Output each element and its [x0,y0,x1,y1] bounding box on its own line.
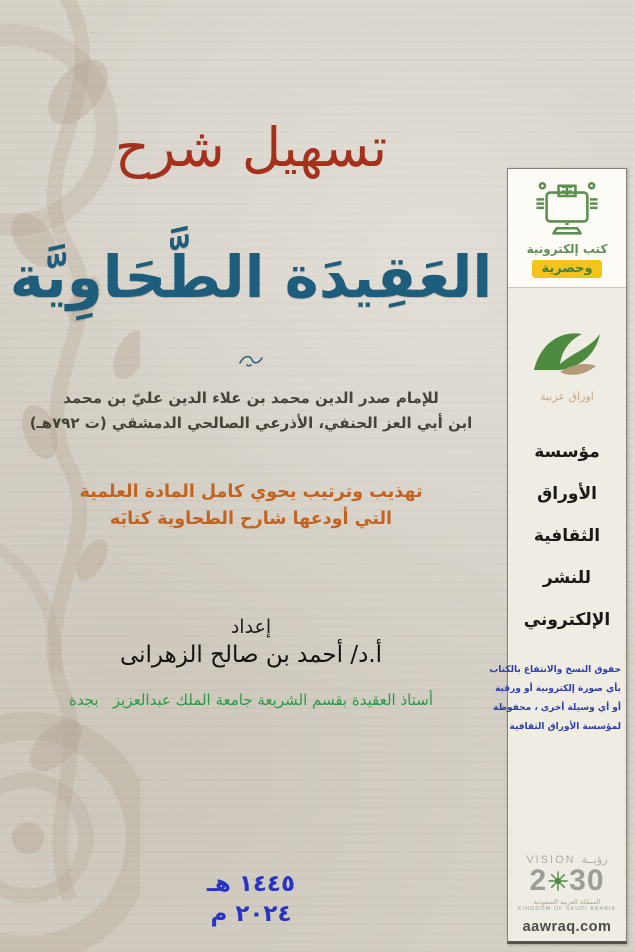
copyright-notice [489,661,626,737]
vision-year-right: 30 [569,864,605,897]
subtitle-line: تهذيب وترتيب يحوي كامل المادة العلمية [79,482,423,502]
prepared-by-label: إعداد [230,616,272,638]
publisher-name-line: مؤسسة [534,442,600,462]
copyright-line: أو أي وسيلة أخرى ، محفوظة [493,703,621,713]
exclusive-badge: وحصرية [532,260,601,278]
subtitle-line: التي أودعها شارح الطحاوية كتابَه [109,509,393,529]
publisher-sidebar [489,168,627,944]
hijri-year: ١٤٤٥ هـ [207,871,295,897]
ebook-monitor-icon [533,179,601,235]
series-title: تسهيل شرح [114,116,388,179]
publisher-name-line: للنشر [542,568,592,588]
vision-2030-logo [508,853,626,935]
saudi-emblem-icon [547,870,569,892]
main-title: العَقِيدَة الطَّحَاوِيَّة [9,243,493,311]
publisher-name [508,431,626,641]
copyright-line: لمؤسسة الأوراق الثقافية [509,722,621,732]
subtitle [4,479,498,533]
vision-year-left: 2 [529,864,548,897]
gregorian-year: ٢٠٢٤ م [210,901,292,927]
publisher-name-line: الثقافية [533,526,601,546]
country-name-ar: المملكة العربية السعودية [533,898,601,906]
vision-wordmark [508,853,626,866]
publisher-name-line: الإلكتروني [523,610,611,630]
awraq-logo [508,326,626,403]
author-attribution [4,386,498,436]
publisher-name-line: الأوراق [537,484,597,504]
vision-label-en: VISION [526,854,576,866]
calligrapher-signature [4,352,498,371]
vision-label-ar: رؤيــة [581,853,608,866]
awraq-logo-icon [530,326,604,384]
preparer-affiliation: أستاذ العقيدة بقسم الشريعة جامعة الملك عبدالعزيز بجدة [68,691,434,709]
awraq-logo-label: اوراق عربية [540,390,594,403]
ebooks-logo-box [508,169,626,288]
vision-year [508,866,626,896]
copyright-line: حقوق النسخ والانتفاع بالكتاب [489,665,621,675]
website-url: aawraq.com [522,919,612,935]
preparer-name: أ.د/ أحمد بن صالح الزهرانى [119,642,383,668]
author-line: للإمام صدر الدين محمد بن علاء الدين عليّ بن محمد [63,389,439,407]
publication-dates [4,869,498,929]
country-name-en: KINGDOM OF SAUDI ARABIA [517,906,617,912]
ebooks-label: كتب إلكترونية [526,242,608,256]
author-line: ابن أبي العز الحنفي، الأذرعي الصالحي الدمشقي (ت ٧٩٢هـ) [29,414,473,432]
copyright-line: بأي صورة إلكترونية أو ورقية [495,684,621,694]
